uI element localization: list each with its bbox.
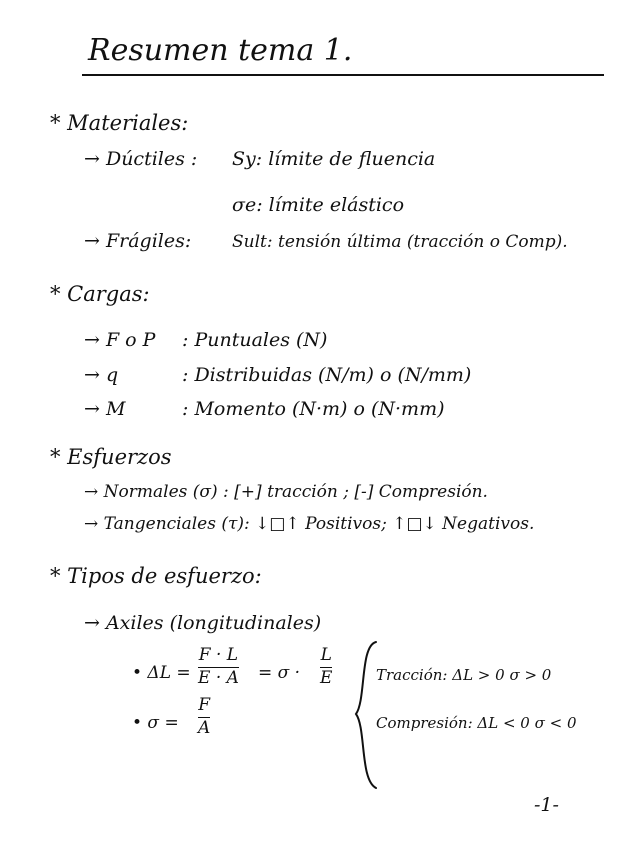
fraction-f-a: [198, 697, 210, 738]
ductiles-sy-text: Sy: límite de fluencia: [232, 148, 436, 170]
materiales-heading: * Materiales:: [50, 111, 189, 135]
tangenciales-text: → Tangenciales (τ): ↓□↑ Positivos; ↑□↓ Negativos.: [84, 514, 535, 534]
page-title: Resumen tema 1.: [88, 33, 353, 68]
carga-row-sym: → q: [84, 364, 119, 386]
fraction-denominator: E · A: [198, 668, 239, 689]
fraction-denominator: E: [320, 668, 333, 689]
cargas-heading: * Cargas:: [50, 282, 150, 306]
carga-row-sym: → F o P: [84, 329, 156, 351]
carga-row-desc: : Momento (N·m) o (N·mm): [182, 398, 445, 420]
compresion-text: Compresión: ΔL < 0 σ < 0: [376, 714, 577, 732]
fraction-denominator: A: [198, 718, 211, 739]
fraction-fl-ea: [198, 647, 239, 688]
ductiles-se-text: σe: límite elástico: [232, 194, 405, 216]
carga-row-sym: → M: [84, 398, 126, 420]
title-underline: [82, 74, 604, 76]
esfuerzos-heading: * Esfuerzos: [50, 445, 172, 469]
normales-text: → Normales (σ) : [+] tracción ; [-] Compresión.: [84, 482, 488, 502]
formula-delta-l-lhs: • ΔL =: [132, 663, 191, 683]
fraction-l-e: [320, 647, 332, 688]
fraction-numerator: F: [198, 695, 211, 715]
traccion-text: Tracción: ΔL > 0 σ > 0: [376, 666, 552, 684]
carga-row-desc: : Puntuales (N): [182, 329, 328, 351]
fragiles-sult-text: Sult: tensión última (tracción o Comp).: [232, 232, 568, 252]
axiles-text: → Axiles (longitudinales): [84, 612, 322, 634]
tipos-heading: * Tipos de esfuerzo:: [50, 564, 262, 588]
fraction-numerator: F · L: [198, 645, 239, 665]
carga-row-desc: : Distribuidas (N/m) o (N/mm): [182, 364, 472, 386]
page-number: -1-: [534, 794, 559, 816]
ductiles-label: → Dúctiles :: [84, 148, 198, 170]
formula-sigma-mid: = σ ·: [258, 663, 301, 683]
fragiles-label: → Frágiles:: [84, 230, 192, 252]
formula-sigma-lhs: • σ =: [132, 713, 179, 733]
fraction-numerator: L: [320, 645, 332, 665]
